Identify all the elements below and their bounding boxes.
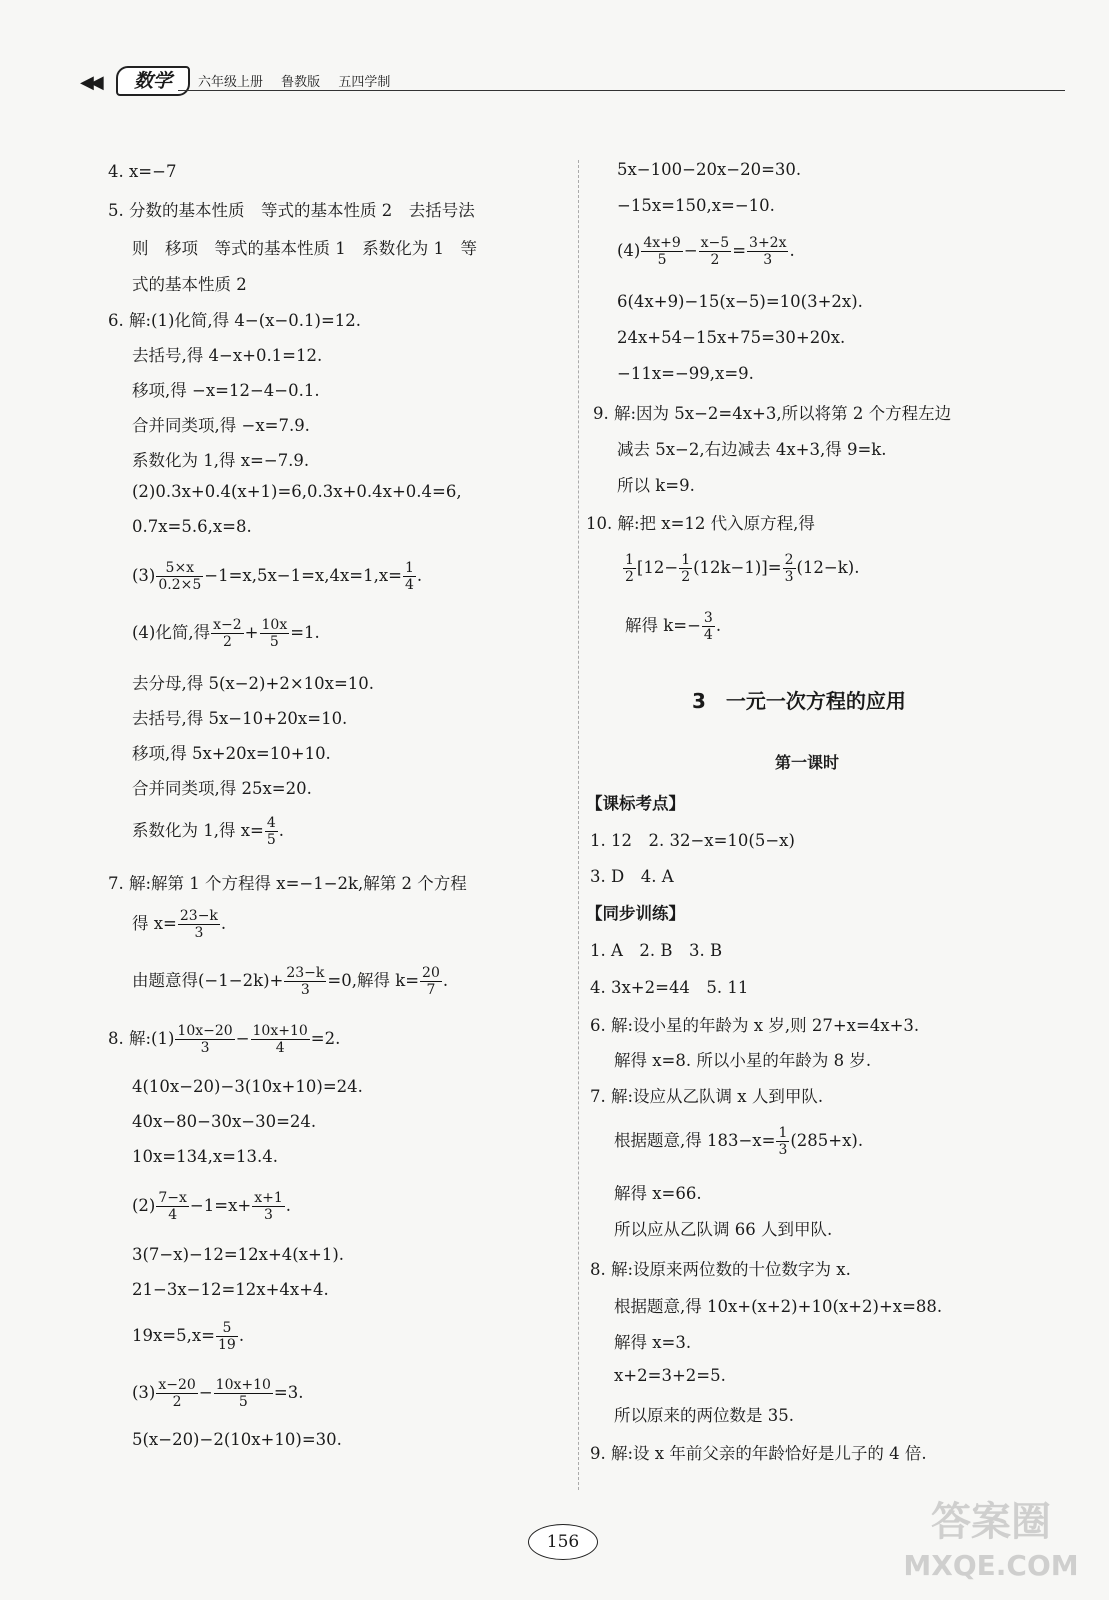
answer-6-line: 合并同类项,得 −x=7.9. bbox=[132, 416, 310, 435]
answer-10-equation: $\frac{1}{2}$ [12− $\frac{1}{2}$ (12k−1)]= $\frac{2}{3}$ (12−k). bbox=[625, 552, 860, 585]
tb-answers: 解得 x=66. bbox=[614, 1184, 702, 1203]
tb-answers: 4. 3x+2=44 5. 11 bbox=[590, 978, 749, 997]
answer-8-4-step: −11x=−99,x=9. bbox=[617, 364, 754, 383]
answer-4: 4. x=−7 bbox=[108, 162, 177, 181]
tb-answers: 9. 解:设 x 年前父亲的年龄恰好是儿子的 4 倍. bbox=[590, 1444, 927, 1463]
answer-6-4-step: 合并同类项,得 25x=20. bbox=[132, 779, 312, 798]
answer-8-step: 4(10x−20)−3(10x+10)=24. bbox=[132, 1077, 363, 1096]
answer-6-line: 0.7x=5.6,x=8. bbox=[132, 517, 252, 536]
subject-badge: 数学 bbox=[116, 66, 190, 96]
answer-8-4: (4) $\frac{4x+9}{5}$ − $\frac{x-5}{2}$ = $\frac{3+2x}{3}$ . bbox=[617, 235, 795, 268]
header-info bbox=[198, 71, 404, 90]
header-rule bbox=[178, 90, 1065, 91]
kb-heading: 【课标考点】 bbox=[586, 794, 685, 813]
tb-answer-7-eq: 根据题意,得 183−x= $\frac{1}{3}$ (285+x). bbox=[614, 1125, 864, 1158]
answer-10-line: 10. 解:把 x=12 代入原方程,得 bbox=[586, 514, 815, 533]
tb-answers: 根据题意,得 10x+(x+2)+10(x+2)+x=88. bbox=[614, 1297, 943, 1316]
answer-5-line: 式的基本性质 2 bbox=[132, 275, 247, 294]
tb-answers: 7. 解:设应从乙队调 x 人到甲队. bbox=[590, 1087, 824, 1106]
column-divider bbox=[578, 160, 579, 1490]
answer-8-2: (2) $\frac{7-x}{4}$ −1=x+ $\frac{x+1}{3}$ . bbox=[132, 1190, 291, 1223]
tb-answers: 解得 x=8. 所以小星的年龄为 8 岁. bbox=[614, 1051, 872, 1070]
answer-8-step: 40x−80−30x−30=24. bbox=[132, 1112, 317, 1131]
answer-10-result: 解得 k=− $\frac{3}{4}$ . bbox=[625, 610, 722, 643]
answer-8-2-step: 21−3x−12=12x+4x+4. bbox=[132, 1280, 329, 1299]
page-number: 156 bbox=[528, 1524, 598, 1560]
edition-label: 鲁教版 bbox=[281, 75, 321, 90]
answer-7-line: 得 x= $\frac{23-k}{3}$ . bbox=[132, 908, 227, 941]
watermark-logo bbox=[891, 1480, 1091, 1590]
answer-8-2-result: 19x=5,x= $\frac{5}{19}$ . bbox=[132, 1320, 245, 1353]
answer-8-4-step: 24x+54−15x+75=30+20x. bbox=[617, 328, 846, 347]
answer-8-4-step: 6(4x+9)−15(x−5)=10(3+2x). bbox=[617, 292, 863, 311]
answer-6-line: 系数化为 1,得 x=−7.9. bbox=[132, 451, 310, 470]
answer-6-line: 去括号,得 4−x+0.1=12. bbox=[132, 346, 323, 365]
answer-6-4-step: 移项,得 5x+20x=10+10. bbox=[132, 744, 331, 763]
answer-8-3-step: 5(x−20)−2(10x+10)=30. bbox=[132, 1430, 342, 1449]
answer-9-line: 所以 k=9. bbox=[617, 476, 695, 495]
double-arrow-icon: ◀◀ bbox=[80, 72, 100, 93]
answer-6-4: (4)化简,得 $\frac{x-2}{2}$ + $\frac{10x}{5}$ =1. bbox=[132, 617, 320, 650]
answer-5-line: 5. 分数的基本性质 等式的基本性质 2 去括号法 bbox=[108, 201, 475, 220]
answer-6-4-result: 系数化为 1,得 x= $\frac{4}{5}$ . bbox=[132, 815, 285, 848]
answer-8-1: 8. 解:(1) $\frac{10x-20}{3}$ − $\frac{10x+10}{4}$ =2. bbox=[108, 1023, 341, 1056]
system-label: 五四学制 bbox=[338, 75, 391, 90]
tb-answers: 6. 解:设小星的年龄为 x 岁,则 27+x=4x+3. bbox=[590, 1016, 920, 1035]
kb-answers: 1. 12 2. 32−x=10(5−x) bbox=[590, 831, 795, 850]
grade-label: 六年级上册 bbox=[198, 75, 264, 90]
answer-7-line: 由题意得(−1−2k)+ $\frac{23-k}{3}$ =0,解得 k= $\frac{20}{7}$ . bbox=[132, 965, 449, 998]
answer-8-3-cont: −15x=150,x=−10. bbox=[617, 196, 775, 215]
answer-9-line: 9. 解:因为 5x−2=4x+3,所以将第 2 个方程左边 bbox=[593, 404, 952, 423]
tb-answers: 所以原来的两位数是 35. bbox=[614, 1406, 794, 1425]
answer-6-line: 移项,得 −x=12−4−0.1. bbox=[132, 381, 320, 400]
tb-answers: 所以应从乙队调 66 人到甲队. bbox=[614, 1220, 833, 1239]
tb-answers: 1. A 2. B 3. B bbox=[590, 941, 723, 960]
section-title: 3 一元一次方程的应用 bbox=[692, 689, 906, 713]
page-header bbox=[80, 62, 1065, 98]
answer-6-4-step: 去分母,得 5(x−2)+2×10x=10. bbox=[132, 674, 375, 693]
answer-7-line: 7. 解:解第 1 个方程得 x=−1−2k,解第 2 个方程 bbox=[108, 874, 467, 893]
answer-6-line: (2)0.3x+0.4(x+1)=6,0.3x+0.4x+0.4=6, bbox=[132, 482, 462, 501]
answer-9-line: 减去 5x−2,右边减去 4x+3,得 9=k. bbox=[617, 440, 887, 459]
lesson-title: 第一课时 bbox=[775, 753, 840, 772]
tb-answers: 8. 解:设原来两位数的十位数字为 x. bbox=[590, 1260, 851, 1279]
tb-answers: 解得 x=3. bbox=[614, 1333, 692, 1352]
svg-text:答案圈: 答案圈 bbox=[931, 1499, 1051, 1545]
answer-8-3-cont: 5x−100−20x−20=30. bbox=[617, 160, 802, 179]
answer-6-line: 6. 解:(1)化简,得 4−(x−0.1)=12. bbox=[108, 311, 362, 330]
answer-8-3: (3) $\frac{x-20}{2}$ − $\frac{10x+10}{5}$ =3. bbox=[132, 1377, 304, 1410]
svg-text:MXQE.COM: MXQE.COM bbox=[903, 1549, 1079, 1582]
answer-8-2-step: 3(7−x)−12=12x+4(x+1). bbox=[132, 1245, 345, 1264]
answer-6-3: (3) $\frac{5\times x}{0.2\times 5}$ −1=x,5x−1=x,4x=1,x= $\frac{1}{4}$ . bbox=[132, 560, 423, 593]
answer-5-line: 则 移项 等式的基本性质 1 系数化为 1 等 bbox=[132, 239, 477, 258]
tb-heading: 【同步训练】 bbox=[586, 904, 685, 923]
answer-8-step: 10x=134,x=13.4. bbox=[132, 1147, 278, 1166]
kb-answers: 3. D 4. A bbox=[590, 867, 674, 886]
tb-answers: x+2=3+2=5. bbox=[614, 1366, 726, 1385]
answer-6-4-step: 去括号,得 5x−10+20x=10. bbox=[132, 709, 348, 728]
